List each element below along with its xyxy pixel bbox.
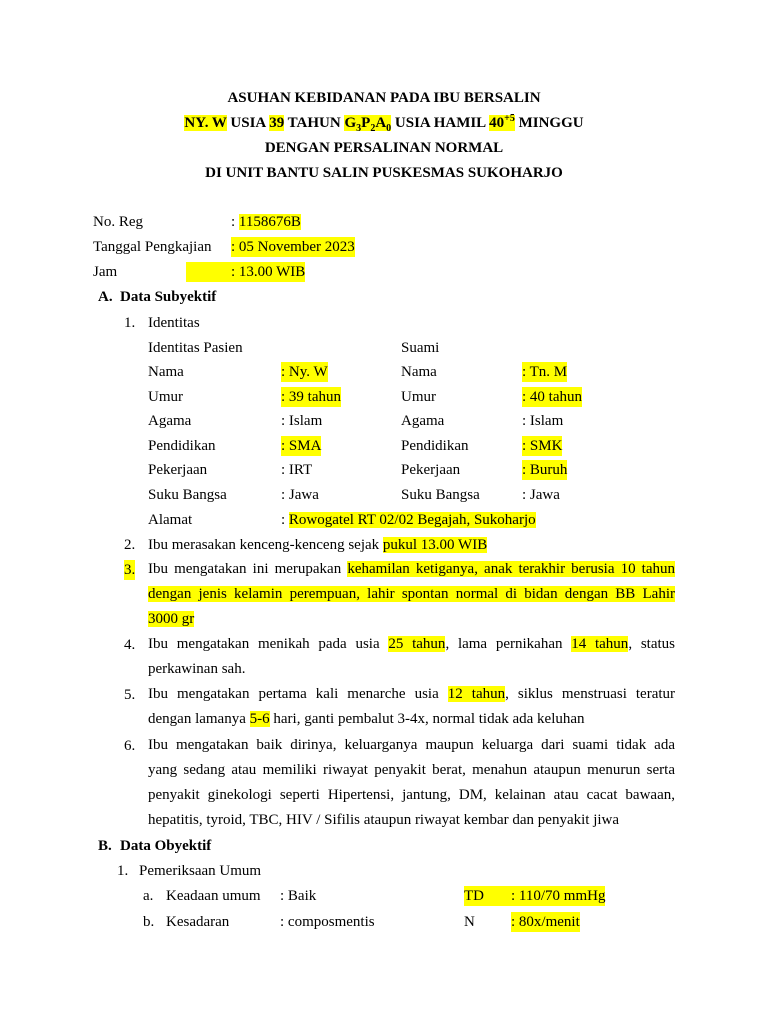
item3-line2-text: dengan jenis kelamin perempuan, lahir spontan normal di bidan dengan BB Lahir bbox=[148, 586, 675, 602]
reg-no-label: No. Reg bbox=[93, 214, 143, 230]
item3-line1a: Ibu mengatakan ini merupakan bbox=[148, 561, 348, 577]
exam-row-value: : composmentis bbox=[280, 914, 375, 930]
item5-l2b: 5-6 bbox=[249, 711, 270, 727]
item6-line4: hepatitis, tyroid, TBC, HIV / Sifilis ataupun riwayat kembar dan penyakit jiwa bbox=[148, 812, 620, 828]
section-b-heading: Data Obyektif bbox=[120, 838, 212, 854]
item4-l1d: 14 tahun bbox=[571, 636, 629, 652]
item4-line2: perkawinan sah. bbox=[148, 661, 246, 677]
address-label: Alamat bbox=[148, 512, 193, 528]
item6-line2: yang sedang atau memiliki riwayat penyakit berat, menahun ataupun menurun serta bbox=[148, 762, 675, 778]
identity-husband-value: : Jawa bbox=[522, 487, 560, 503]
item3-line2 bbox=[148, 582, 675, 607]
item4-l1b: 25 tahun bbox=[388, 636, 446, 652]
identity-patient-label: Nama bbox=[148, 364, 184, 380]
item6-line3: penyakit ginekologi seperti Hipertensi, jantung, DM, kelainan atau cacat bawaan, bbox=[148, 787, 675, 803]
gpa-g: G bbox=[344, 115, 357, 131]
item6-num: 6. bbox=[124, 738, 136, 754]
husband-header: Suami bbox=[401, 340, 440, 356]
item2-text-main: Ibu merasakan kenceng-kenceng sejak bbox=[148, 537, 383, 553]
exam-label: Pemeriksaan Umum bbox=[139, 863, 262, 879]
exam-row-label: Kesadaran bbox=[166, 914, 230, 930]
identity-patient-value: : Islam bbox=[281, 413, 323, 430]
exam-row-label: Keadaan umum bbox=[166, 888, 261, 904]
title-usia: USIA bbox=[226, 115, 270, 131]
identity-husband-label: Agama bbox=[401, 413, 445, 430]
gestation-weeks-plus: +5 bbox=[504, 113, 515, 124]
item4-l1a: Ibu mengatakan menikah pada usia bbox=[148, 636, 389, 652]
item3-line3-text: 3000 gr bbox=[148, 611, 195, 627]
patient-header: Identitas Pasien bbox=[148, 340, 243, 356]
reg-no-sep: : bbox=[231, 214, 239, 230]
exam-row-mark: a. bbox=[143, 888, 154, 904]
identity-husband-label: Umur bbox=[401, 388, 436, 405]
identity-patient-value: : 39 tahun bbox=[281, 388, 341, 405]
address-text: Rowogatel RT 02/02 Begajah, Sukoharjo bbox=[288, 512, 536, 528]
patient-name-title: NY. W bbox=[184, 115, 227, 131]
time-highlight-pad bbox=[186, 262, 231, 282]
item4-num: 4. bbox=[124, 637, 136, 653]
identity-patient-label: Suku Bangsa bbox=[148, 487, 227, 503]
identity-patient-label: Umur bbox=[148, 388, 183, 405]
date-value: : 05 November 2023 bbox=[231, 239, 355, 255]
doc-title-line4: DI UNIT BANTU SALIN PUSKESMAS SUKOHARJO bbox=[205, 165, 563, 181]
item3-line3 bbox=[148, 607, 675, 632]
item4-paragraph bbox=[148, 632, 675, 682]
vital-value: : 110/70 mmHg bbox=[511, 888, 606, 904]
identity-husband-label: Pendidikan bbox=[401, 437, 469, 454]
item3-line1b: kehamilan ketiganya, anak terakhir berusia 10 tahun bbox=[347, 561, 675, 577]
vital-label: TD bbox=[464, 886, 511, 906]
identity-husband-label: Suku Bangsa bbox=[401, 487, 480, 503]
gpa-a: A bbox=[375, 115, 387, 131]
time-label: Jam bbox=[93, 264, 118, 280]
title-minggu: MINGGU bbox=[514, 115, 584, 131]
vital-label: N bbox=[464, 914, 475, 930]
gpa-g-num: 3 bbox=[356, 123, 362, 134]
item6-line1: Ibu mengatakan baik dirinya, keluarganya maupun keluarga dari suami tidak ada bbox=[148, 737, 675, 753]
item2-text bbox=[148, 535, 487, 555]
reg-no-value bbox=[231, 212, 301, 232]
identity-patient-value: : Jawa bbox=[281, 487, 319, 503]
item5-l1b: 12 tahun bbox=[447, 686, 506, 702]
item5-line2 bbox=[148, 707, 675, 732]
item1-label: Identitas bbox=[148, 315, 200, 331]
time-value: : 13.00 WIB bbox=[231, 264, 306, 280]
gestation-weeks-num: 40 bbox=[489, 115, 505, 131]
section-a-heading: Data Subyektif bbox=[120, 289, 217, 305]
reg-no-number: 1158676B bbox=[238, 214, 301, 230]
doc-title-line3: DENGAN PERSALINAN NORMAL bbox=[264, 140, 504, 156]
identity-husband-value: : Islam bbox=[522, 413, 564, 430]
item5-l1c: , siklus menstruasi teratur bbox=[505, 686, 676, 702]
item5-num: 5. bbox=[124, 687, 136, 703]
gpa-code bbox=[344, 115, 392, 134]
gpa-p: P bbox=[361, 115, 371, 131]
address-sep: : bbox=[281, 512, 289, 528]
identity-husband-label: Nama bbox=[401, 364, 437, 380]
title-usia-hamil: USIA HAMIL bbox=[391, 115, 490, 131]
item5-l1a: Ibu mengatakan pertama kali menarche usia bbox=[148, 686, 448, 702]
date-label: Tanggal Pengkajian bbox=[93, 239, 212, 255]
item4-l1e: , status bbox=[628, 636, 675, 652]
gestation-weeks bbox=[489, 115, 515, 131]
doc-title-line1: ASUHAN KEBIDANAN PADA IBU BERSALIN bbox=[227, 90, 541, 106]
title-tahun: TAHUN bbox=[284, 115, 345, 131]
item2-text-hl: pukul 13.00 WIB bbox=[382, 537, 488, 553]
patient-age-title: 39 bbox=[269, 115, 285, 131]
item3-paragraph bbox=[148, 557, 675, 632]
section-b-marker: B. bbox=[98, 838, 112, 854]
vital-value: : 80x/menit bbox=[511, 914, 580, 930]
item1-num: 1. bbox=[124, 315, 136, 331]
gpa-p-num: 2 bbox=[370, 123, 376, 134]
item2-num: 2. bbox=[124, 537, 136, 553]
identity-husband-value: : SMK bbox=[522, 437, 563, 454]
identity-husband-label: Pekerjaan bbox=[401, 462, 461, 479]
item3-num: 3. bbox=[124, 562, 136, 578]
item3-line1 bbox=[148, 557, 675, 582]
identity-patient-value: : Ny. W bbox=[281, 364, 328, 380]
identity-patient-value: : IRT bbox=[281, 462, 313, 479]
item4-l1c: , lama pernikahan bbox=[445, 636, 572, 652]
doc-title-line2 bbox=[0, 113, 768, 133]
exam-num: 1. bbox=[117, 863, 129, 879]
item5-l2a: dengan lamanya bbox=[148, 711, 250, 727]
identity-patient-label: Pekerjaan bbox=[148, 462, 208, 479]
item5-line1 bbox=[148, 682, 675, 707]
identity-patient-value: : SMA bbox=[281, 437, 322, 454]
identity-husband-value: : Tn. M bbox=[522, 364, 568, 380]
identity-husband-value: : Buruh bbox=[522, 462, 568, 479]
exam-row-value: : Baik bbox=[280, 888, 317, 904]
item5-l2c: hari, ganti pembalut 3-4x, normal tidak ada keluhan bbox=[269, 711, 585, 727]
gpa-a-num: 0 bbox=[386, 123, 392, 134]
identity-patient-label: Agama bbox=[148, 413, 192, 430]
item6-paragraph bbox=[148, 733, 675, 833]
exam-row-mark: b. bbox=[143, 914, 155, 930]
item5-paragraph bbox=[148, 682, 675, 732]
section-a-marker: A. bbox=[98, 289, 113, 305]
identity-husband-value: : 40 tahun bbox=[522, 388, 582, 405]
identity-patient-label: Pendidikan bbox=[148, 437, 216, 454]
address-value bbox=[281, 510, 536, 530]
item4-line1 bbox=[148, 632, 675, 657]
